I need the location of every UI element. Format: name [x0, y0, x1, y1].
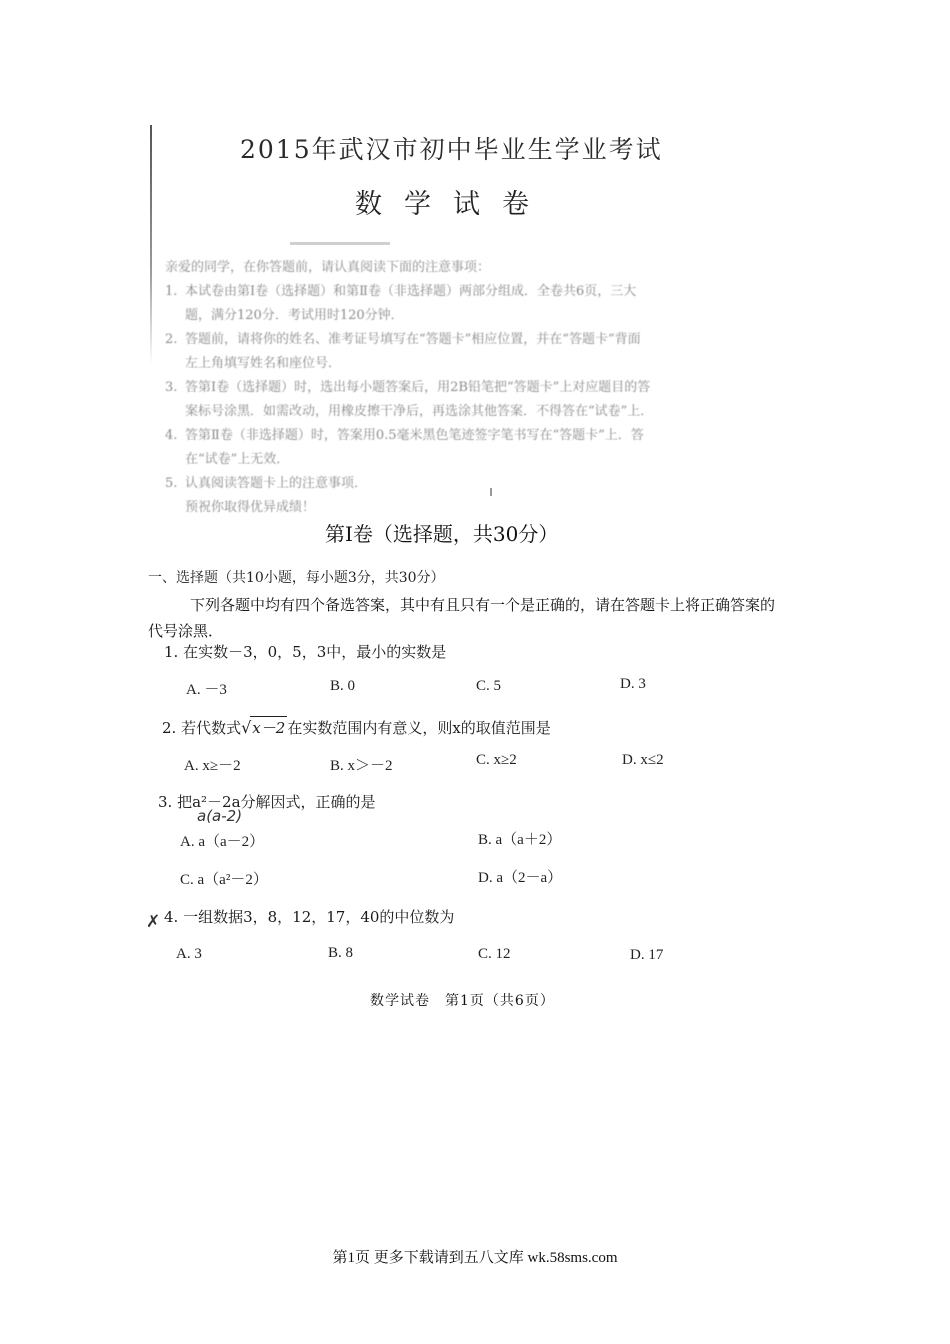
q1-option-d: D. 3: [620, 676, 646, 692]
note-number: 2.: [165, 332, 178, 347]
q4-option-d: D. 17: [630, 947, 664, 963]
note-item: [165, 280, 765, 328]
note-number: 5.: [165, 476, 178, 491]
note-line: 答题前，请将你的姓名、准考证号填写在“答题卡”相应位置，并在“答题卡”背面: [185, 332, 641, 347]
notes-intro: 亲爱的同学，在你答题前，请认真阅读下面的注意事项：: [165, 260, 491, 275]
handwritten-mark: ✗: [146, 912, 161, 932]
note-line: 案标号涂黑．如需改动，用橡皮擦干净后，再选涂其他答案．不得答在“试卷”上．: [185, 404, 654, 419]
q4-option-b: B. 8: [328, 945, 354, 961]
note-item: [165, 376, 765, 424]
scan-smudge: [290, 242, 390, 245]
scan-speck: [490, 488, 492, 496]
note-line: 认真阅读答题卡上的注意事项．: [185, 476, 368, 491]
scan-edge-line: [150, 125, 152, 365]
note-text: [185, 376, 765, 424]
q3-option-c: C. a（a²－2）: [180, 872, 268, 888]
question-2-stem: [162, 716, 551, 738]
q3-option-a: A. a（a－2）: [180, 834, 265, 850]
part1-heading: 第Ⅰ卷（选择题，共30分）: [325, 522, 559, 546]
q2-option-d: D. x≤2: [622, 752, 664, 768]
exam-title: 2015年武汉市初中毕业生学业考试: [240, 135, 663, 164]
note-item: [165, 424, 765, 472]
note-number: 4.: [165, 428, 178, 443]
q1-option-a: A. －3: [186, 682, 227, 698]
q3-option-b: B. a（a＋2）: [478, 832, 562, 848]
question-1-stem: 1. 在实数－3，0，5，3中，最小的实数是: [164, 643, 447, 661]
q1-option-b: B. 0: [330, 678, 356, 694]
section-heading: 一、选择题（共10小题，每小题3分，共30分）: [148, 570, 445, 586]
note-number: 3.: [165, 380, 178, 395]
note-text: [185, 328, 765, 376]
section-instruction: 下列各题中均有四个备选答案，其中有且只有一个是正确的，请在答题卡上将正确答案的代号涂黑．: [148, 596, 776, 640]
note-line: 答第Ⅱ卷（非选择题）时，答案用0.5毫米黑色笔迹签字笔书写在“答题卡”上．答: [185, 428, 644, 443]
notes-block: [165, 256, 765, 520]
page-footer: 数学试卷 第1页（共6页）: [370, 993, 555, 1009]
q2-option-a: A. x≥－2: [184, 758, 241, 774]
note-text: [185, 280, 765, 328]
q2-stem-pre: 2. 若代数式: [162, 719, 242, 737]
q1-option-c: C. 5: [476, 678, 502, 694]
q4-option-a: A. 3: [176, 946, 202, 962]
note-item: [165, 472, 765, 496]
q2-option-b: B. x＞－2: [330, 758, 393, 774]
radical-sign-icon: √: [241, 718, 252, 737]
q2-option-c: C. x≥2: [476, 752, 517, 768]
q3-option-d: D. a（2－a）: [478, 870, 563, 886]
question-4-stem: 4. 一组数据3，8，12，17，40的中位数为: [164, 908, 455, 926]
note-line: 左上角填写姓名和座位号．: [185, 356, 342, 371]
download-note: 第1页 更多下载请到五八文库 wk.58sms.com: [332, 1250, 618, 1266]
q4-option-c: C. 12: [478, 946, 511, 962]
note-line: 答第Ⅰ卷（选择题）时，选出每小题答案后，用2B铅笔把“答题卡”上对应题目的答: [185, 380, 651, 395]
exam-subtitle: 数学试卷: [355, 189, 551, 220]
note-item: [165, 328, 765, 376]
note-line: 题，满分120分．考试用时120分钟．: [185, 308, 404, 323]
handwritten-answer: a(a-2): [197, 807, 243, 825]
notes-closing: 预祝你取得优异成绩！: [185, 500, 316, 515]
note-line: 在“试卷”上无效．: [185, 452, 290, 467]
note-number: 1.: [165, 284, 178, 299]
note-line: 本试卷由第Ⅰ卷（选择题）和第Ⅱ卷（非选择题）两部分组成．全卷共6页，三大: [185, 284, 637, 299]
note-text: [185, 424, 765, 472]
q2-radicand: x－2: [250, 716, 287, 738]
q2-stem-post: 在实数范围内有意义，则x的取值范围是: [287, 719, 551, 737]
question-3-stem: 3. 把a²－2a分解因式，正确的是: [158, 793, 376, 811]
